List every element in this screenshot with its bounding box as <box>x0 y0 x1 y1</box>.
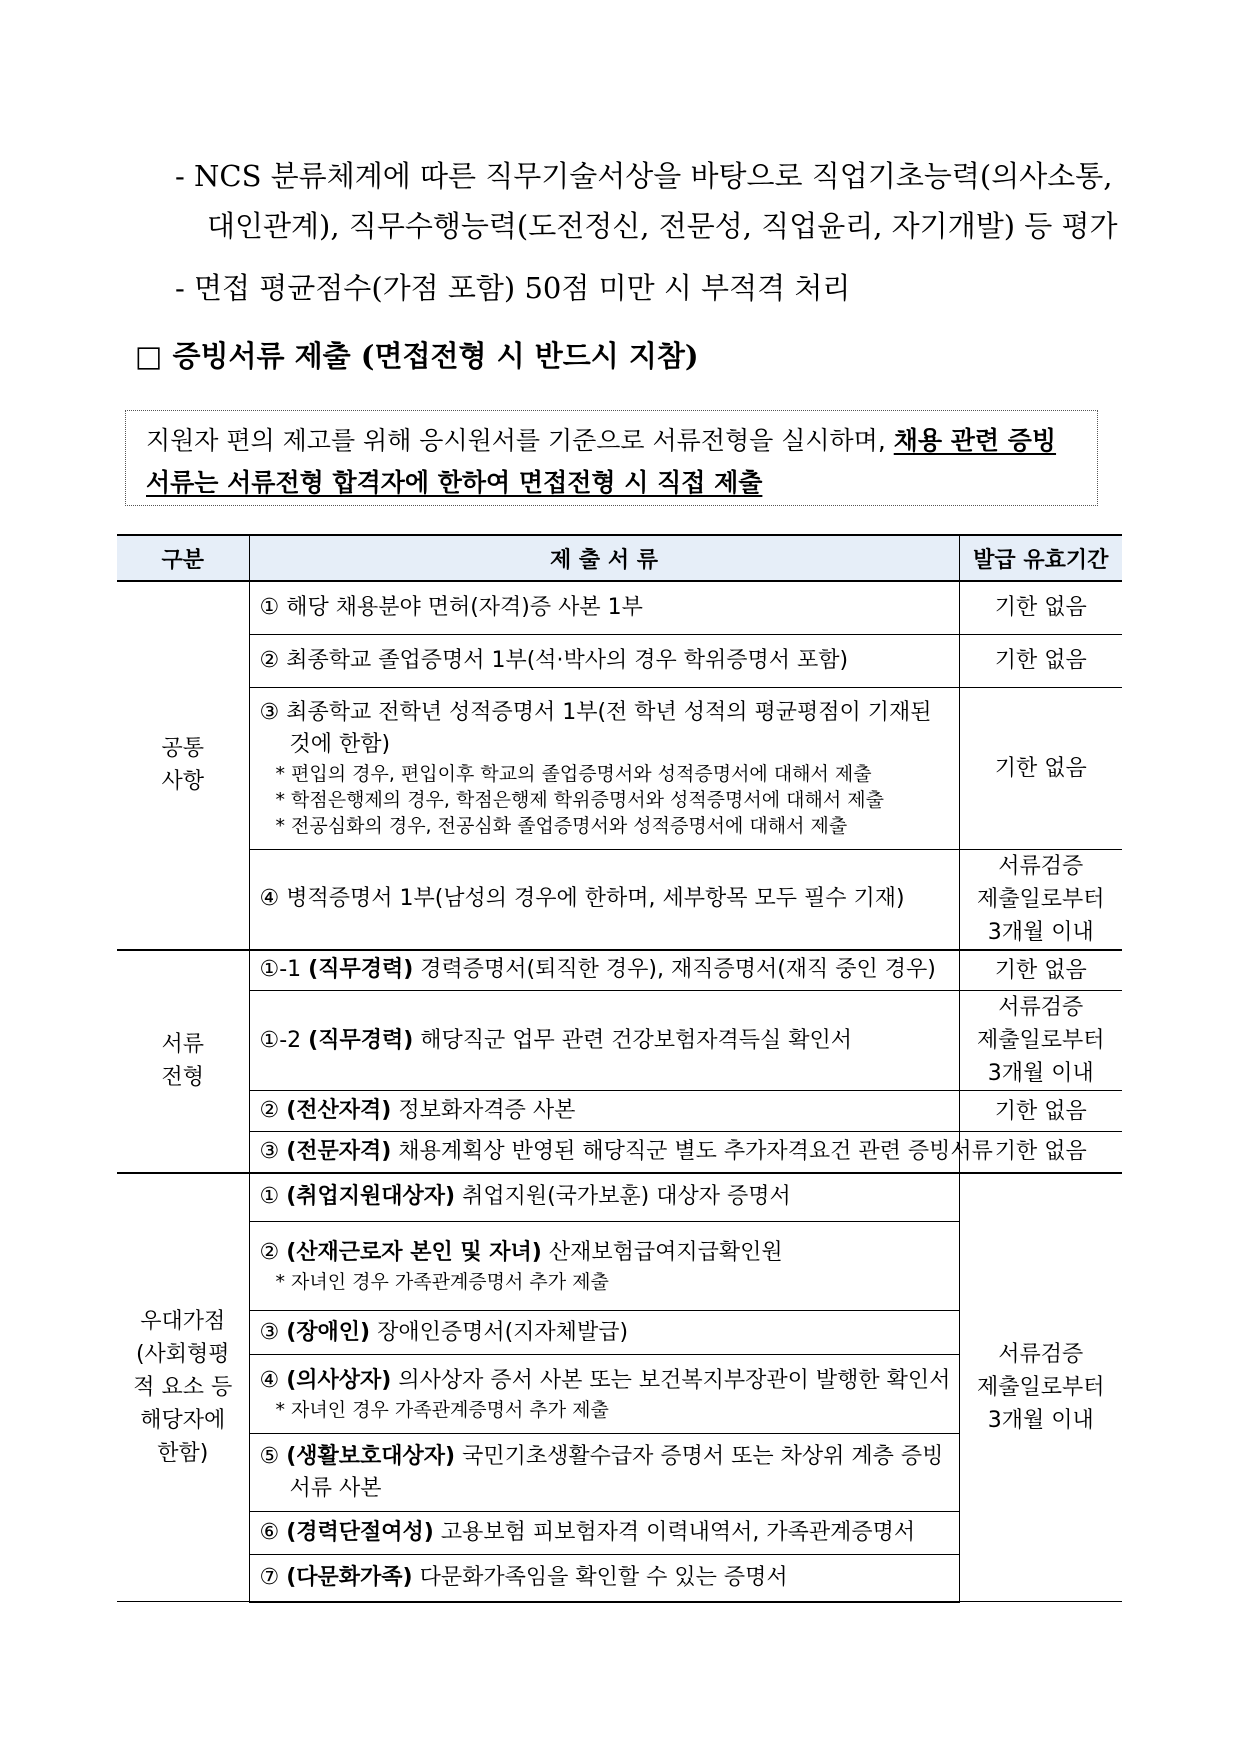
doc-number: ③ <box>259 1319 287 1345</box>
category-label: 사항 <box>161 769 204 795</box>
validity-cell: 기한 없음 <box>959 1132 1122 1173</box>
validity-cell: 기한 없음 <box>959 581 1122 634</box>
validity-text: 서류검증 <box>998 853 1084 879</box>
doc-item-text: 다문화가족임을 확인할 수 있는 증명서 <box>412 1564 788 1590</box>
doc-item: ② 최종학교 졸업증명서 1부(석·박사의 경우 학위증명서 포함) <box>249 634 959 687</box>
doc-type: (전문자격) <box>286 1138 392 1164</box>
table-row <box>117 1091 1122 1132</box>
documents-table <box>117 534 1122 1603</box>
validity-cell <box>959 849 1122 950</box>
doc-item-text: 서류 사본 <box>289 1475 382 1501</box>
validity-cell: 기한 없음 <box>959 634 1122 687</box>
validity-text: 3개월 이내 <box>987 1061 1094 1086</box>
doc-item <box>249 1222 959 1311</box>
validity-text: 제출일로부터 <box>976 886 1105 912</box>
doc-item-text: 채용계획상 반영된 해당직군 별도 추가자격요건 관련 증빙서류 <box>391 1138 993 1164</box>
bullet-interview-cutoff: - 면접 평균점수(가점 포함) 50점 미만 시 부적격 처리 <box>175 271 851 305</box>
doc-type: (의사상자) <box>286 1368 392 1393</box>
table-row <box>117 849 1122 950</box>
category-common <box>117 581 249 950</box>
doc-number: ⑦ <box>259 1564 287 1590</box>
doc-type: (장애인) <box>286 1319 371 1345</box>
doc-item: ④ 병적증명서 1부(남성의 경우에 한하며, 세부항목 모두 필수 기재) <box>249 849 959 950</box>
doc-item <box>249 1555 959 1602</box>
validity-text: 제출일로부터 <box>976 1028 1105 1053</box>
doc-item-text: 경력증명서(퇴직한 경우), 재직증명서(재직 중인 경우) <box>413 957 936 983</box>
doc-item-text: 의사상자 증서 사본 또는 보건복지부장관이 발행한 확인서 <box>391 1368 951 1393</box>
header-validity: 발급 유효기간 <box>959 535 1122 581</box>
doc-item-text: ③ 최종학교 전학년 성적증명서 1부(전 학년 성적의 평균평점이 기재된 <box>259 700 932 725</box>
doc-item <box>249 950 959 991</box>
doc-number: ② <box>259 1240 287 1265</box>
doc-number: ⑥ <box>259 1520 287 1545</box>
category-screening <box>117 950 249 1173</box>
doc-item-text: 것에 한함) <box>289 732 391 757</box>
doc-note: * 전공심화의 경우, 전공심화 졸업증명서와 성적증명서에 대해서 제출 <box>275 815 848 837</box>
category-label: 적 요소 등 <box>133 1374 233 1400</box>
doc-note: * 편입의 경우, 편입이후 학교의 졸업증명서와 성적증명서에 대해서 제출 <box>275 763 872 785</box>
doc-type: (전산자격) <box>286 1098 392 1123</box>
table-row <box>117 950 1122 991</box>
doc-type: (취업지원대상자) <box>286 1184 456 1210</box>
doc-item <box>249 1512 959 1555</box>
notice-emphasis-1: 채용 관련 증빙 <box>893 426 1057 455</box>
doc-item-text: 고용보험 피보험자격 이력내역서, 가족관계증명서 <box>433 1520 916 1545</box>
validity-text: 3개월 이내 <box>987 919 1094 945</box>
doc-item <box>249 1173 959 1222</box>
table-row <box>117 1132 1122 1173</box>
doc-type: (다문화가족) <box>286 1564 413 1590</box>
table-header-row <box>117 535 1122 581</box>
table-row <box>117 1173 1122 1222</box>
notice-box <box>125 410 1098 506</box>
doc-item <box>249 1355 959 1434</box>
doc-item: ① 해당 채용분야 면허(자격)증 사본 1부 <box>249 581 959 634</box>
doc-number: ② <box>259 1098 287 1123</box>
doc-item-text: 국민기초생활수급자 증명서 또는 차상위 계층 증빙 <box>455 1443 944 1469</box>
section-title: □ 증빙서류 제출 (면접전형 시 반드시 지참) <box>135 339 699 373</box>
doc-item <box>249 1091 959 1132</box>
table-row <box>117 687 1122 849</box>
doc-item-text: 정보화자격증 사본 <box>391 1098 576 1123</box>
category-preference <box>117 1173 249 1602</box>
doc-item-text: 해당직군 업무 관련 건강보험자격득실 확인서 <box>413 1027 853 1053</box>
category-label: 우대가점 <box>140 1308 226 1334</box>
doc-number: ⑤ <box>259 1443 287 1469</box>
doc-number: ①-2 <box>259 1027 309 1053</box>
validity-cell <box>959 1173 1122 1602</box>
validity-text: 서류검증 <box>998 995 1084 1020</box>
header-category: 구분 <box>117 535 249 581</box>
bullet-ncs-evaluation-line1: - NCS 분류체계에 따른 직무기술서상을 바탕으로 직업기초능력(의사소통, <box>175 159 1113 193</box>
doc-note: * 자녀인 경우 가족관계증명서 추가 제출 <box>275 1399 609 1421</box>
doc-note: * 자녀인 경우 가족관계증명서 추가 제출 <box>275 1271 609 1293</box>
validity-text: 서류검증 <box>998 1341 1084 1367</box>
doc-number: ①-1 <box>259 957 309 983</box>
validity-text: 3개월 이내 <box>987 1407 1094 1433</box>
doc-item-text: 산재보험급여지급확인원 <box>541 1240 783 1265</box>
doc-type: (직무경력) <box>308 1027 414 1053</box>
doc-type: (직무경력) <box>308 957 414 983</box>
table-row <box>117 581 1122 634</box>
doc-item <box>249 1132 993 1173</box>
doc-item-text: 장애인증명서(지자체발급) <box>370 1319 629 1345</box>
table-row <box>117 634 1122 687</box>
doc-item <box>249 1434 959 1512</box>
validity-cell <box>959 991 1122 1091</box>
bullet-ncs-evaluation-line2: 대인관계), 직무수행능력(도전정신, 전문성, 직업윤리, 자기개발) 등 평가 <box>207 209 1118 243</box>
table-row <box>117 991 1122 1091</box>
doc-item <box>249 687 959 849</box>
category-label: 전형 <box>161 1065 204 1090</box>
validity-cell: 기한 없음 <box>959 687 1122 849</box>
doc-item-text: 취업지원(국가보훈) 대상자 증명서 <box>455 1184 791 1210</box>
doc-number: ④ <box>259 1368 287 1393</box>
notice-text: 지원자 편의 제고를 위해 응시원서를 기준으로 서류전형을 실시하며, <box>146 426 894 455</box>
doc-number: ① <box>259 1184 287 1210</box>
category-label: 해당자에 <box>140 1407 226 1433</box>
doc-note: * 학점은행제의 경우, 학점은행제 학위증명서와 성적증명서에 대해서 제출 <box>275 789 884 811</box>
doc-item <box>249 991 959 1091</box>
category-label: 공통 <box>161 736 204 762</box>
validity-text: 제출일로부터 <box>976 1374 1105 1400</box>
notice-emphasis-2: 서류는 서류전형 합격자에 한하여 면접전형 시 직접 제출 <box>146 468 763 497</box>
doc-type: (산재근로자 본인 및 자녀) <box>286 1240 542 1265</box>
doc-number: ③ <box>259 1138 287 1164</box>
category-label: 서류 <box>161 1032 204 1057</box>
doc-type: (생활보호대상자) <box>286 1443 456 1469</box>
validity-cell: 기한 없음 <box>959 1091 1122 1132</box>
validity-cell: 기한 없음 <box>959 950 1122 991</box>
doc-item <box>249 1311 959 1355</box>
header-documents: 제 출 서 류 <box>249 535 959 581</box>
doc-type: (경력단절여성) <box>286 1520 434 1545</box>
category-label: 한함) <box>157 1440 209 1466</box>
category-label: (사회형평 <box>135 1341 230 1367</box>
